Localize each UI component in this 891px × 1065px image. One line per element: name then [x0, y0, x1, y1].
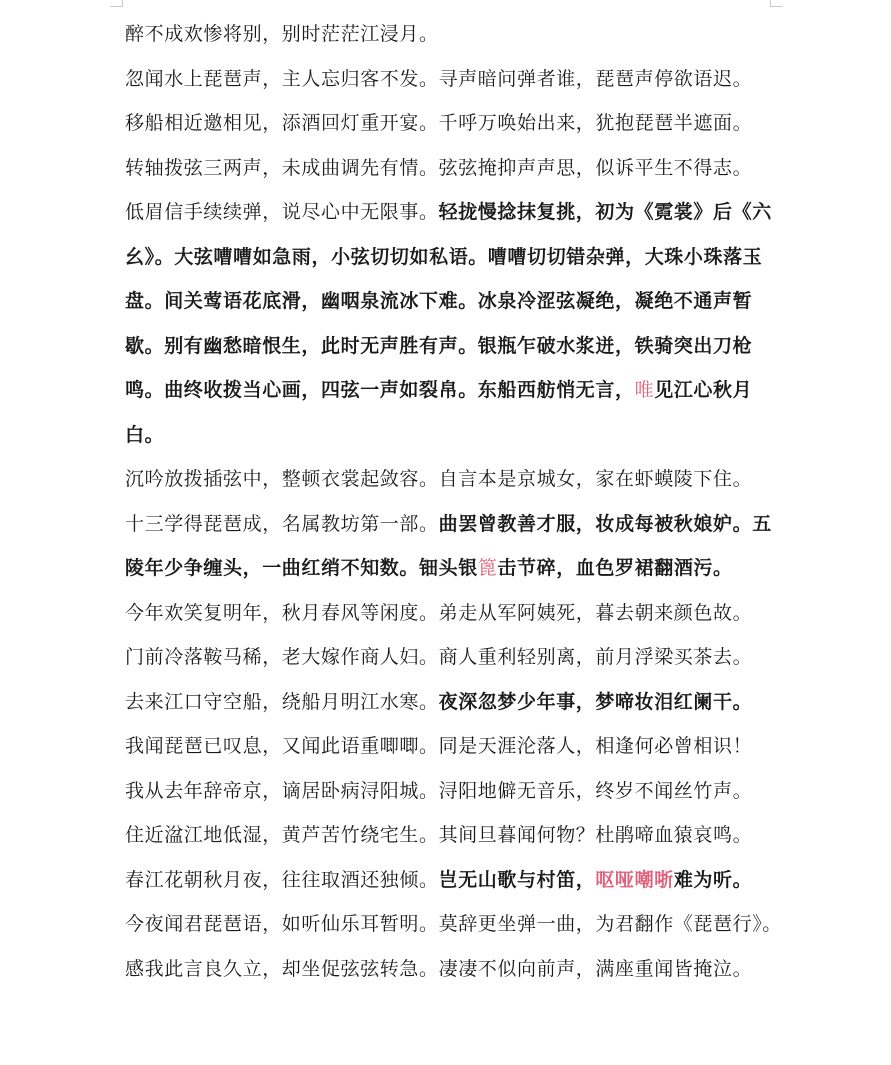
text-segment: 住近湓江地低湿，黄芦苦竹绕宅生。其间旦暮闻何物？杜鹃啼血猿哀鸣。 [125, 824, 753, 846]
poem-paragraph [125, 101, 785, 146]
poem-paragraph [125, 769, 785, 814]
poem-paragraph [125, 12, 785, 57]
bold-text: 难为听。 [673, 868, 753, 891]
text-segment: 感我此言良久立，却坐促弦弦转急。凄凄不似向前声，满座重闻皆掩泣。 [125, 957, 753, 980]
bold-text: 曲罢曾教善才服，妆成每被秋娘妒。五陵年少争缠头，一曲红绡不知数。钿头银 [125, 512, 772, 579]
page-corner-mark-left [110, 0, 123, 7]
poem-paragraph [125, 680, 785, 725]
poem-paragraph [125, 591, 785, 636]
bold-text: 夜深忽梦少年事，梦啼妆泪红阑干。 [438, 690, 753, 713]
text-segment: 忽闻水上琵琶声，主人忘归客不发。寻声暗问弹者谁，琵琶声停欲语迟。 [125, 67, 753, 90]
poem-paragraph [125, 190, 785, 457]
text-segment: 去来江口守空船，绕船月明江水寒。 [125, 690, 439, 713]
poem-paragraph [125, 724, 785, 769]
highlighted-text: 唯 [634, 379, 655, 401]
bold-text: 轻拢慢捻抹复挑，初为《霓裳》后《六幺》。大弦嘈嘈如急雨，小弦切切如私语。嘈嘈切切错杂弹，大珠小珠落玉盘。间关莺语花底滑，幽咽泉流冰下难。冰泉冷涩弦凝绝，凝绝不通声暂歇。别有幽愁暗恨生，此时无声胜有声。银瓶乍破水浆迸，铁骑突出刀枪鸣。曲终收拨当心画，四弦一声如裂帛。东船西舫悄无言， [125, 201, 772, 401]
poem-paragraph [125, 902, 785, 947]
bold-text: 岂无山歌与村笛， [438, 868, 596, 891]
poem-paragraph [125, 502, 785, 591]
text-segment: 我闻琵琶已叹息，又闻此语重唧唧。同是天涯沦落人，相逢何必曾相识！ [125, 735, 753, 757]
text-segment: 今年欢笑复明年，秋月春风等闲度。弟走从军阿姨死，暮去朝来颜色故。 [125, 601, 753, 624]
text-segment: 醉不成欢惨将别，别时茫茫江浸月。 [125, 23, 439, 45]
poem-paragraph [125, 57, 785, 102]
text-segment: 春江花朝秋月夜，往往取酒还独倾。 [125, 868, 439, 891]
poem-paragraph [125, 457, 785, 502]
text-segment: 低眉信手续续弹，说尽心中无限事。 [125, 201, 439, 223]
text-segment: 今夜闻君琵琶语，如听仙乐耳暂明。莫辞更坐弹一曲，为君翻作《琵琶行》。 [125, 913, 782, 935]
poem-paragraph [125, 813, 785, 858]
poem-paragraph [125, 947, 785, 992]
text-segment: 沉吟放拨插弦中，整顿衣裳起敛容。自言本是京城女，家在虾蟆陵下住。 [125, 468, 753, 490]
text-segment: 转轴拨弦三两声，未成曲调先有情。弦弦掩抑声声思，似诉平生不得志。 [125, 156, 753, 179]
bold-text: 击节碎，血色罗裙翻酒污。 [497, 557, 733, 579]
poem-paragraph [125, 858, 785, 903]
highlighted-text: 呕哑嘲哳 [595, 868, 674, 891]
highlighted-text: 篦 [477, 557, 498, 579]
document-body [125, 12, 785, 991]
poem-paragraph [125, 146, 785, 191]
text-segment: 门前冷落鞍马稀，老大嫁作商人妇。商人重利轻别离，前月浮梁买茶去。 [125, 646, 753, 668]
text-segment: 我从去年辞帝京，谪居卧病浔阳城。浔阳地僻无音乐，终岁不闻丝竹声。 [125, 779, 753, 802]
bold-text: 见江心秋月白。 [125, 379, 753, 446]
text-segment: 十三学得琵琶成，名属教坊第一部。 [125, 512, 439, 535]
page-corner-mark-right [770, 0, 783, 7]
poem-paragraph [125, 635, 785, 680]
text-segment: 移船相近邀相见，添酒回灯重开宴。千呼万唤始出来，犹抱琵琶半遮面。 [125, 112, 753, 134]
